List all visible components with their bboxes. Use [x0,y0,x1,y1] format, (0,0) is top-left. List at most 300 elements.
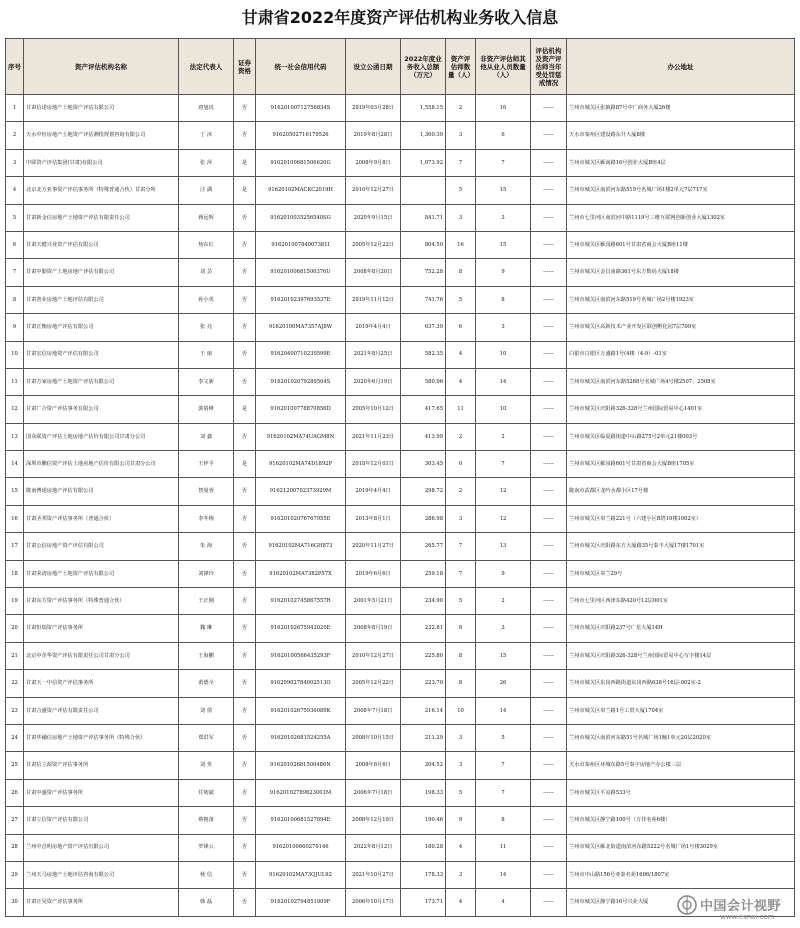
cell-sec: 否 [234,533,256,560]
cell-seq: 3 [6,149,24,176]
cell-date: 2006年10月17日 [346,889,401,916]
cell-staff: 7 [476,451,531,478]
cell-penalty: ------ [531,177,567,204]
cell-name: 甘肃华融信房地产土地资产评估事务所（特殊合伙） [24,724,179,751]
watermark-text: 中国会计视野 [700,899,782,914]
cell-address: 兰州市城关区庆阳路东方大厦路35号泰丰大厦17楼1701室 [567,533,795,560]
cell-penalty: ------ [531,533,567,560]
cell-penalty: ------ [531,286,567,313]
cell-legal: 王梓平 [179,451,234,478]
cell-address: 天水市秦州区建设路东升大厦8楼 [567,122,795,149]
cell-appraisers: 3 [446,724,476,751]
cell-income: 1,558.15 [401,95,446,122]
header-address: 办公地址 [567,39,795,95]
cell-seq: 9 [6,314,24,341]
cell-code: 91620100MA7357AJ8W [256,314,346,341]
cell-code: 91620100566435293F [256,642,346,669]
table-row [6,724,795,751]
cell-address: 兰州市城关区雁园路601号甘肃省商会大厦B座1705室 [567,451,795,478]
cell-staff: 5 [476,724,531,751]
cell-penalty: ------ [531,122,567,149]
cell-name: 兰州中昌明房地产资产评估有限公司 [24,834,179,861]
cell-penalty: ------ [531,396,567,423]
cell-address: 兰州市城关区庆阳路326-328号兰州国际贸易中心写字楼14层 [567,642,795,669]
cell-address: 兰州市城关区静宁路16号兴业大厦 [567,889,795,916]
cell-code: 91620102745867557R [256,588,346,615]
cell-date: 2019年03月28日 [346,95,401,122]
cell-staff: 9 [476,259,531,286]
cell-address: 兰州市城关区雁北街道南滨河东路5222号名城广场1号楼3029室 [567,834,795,861]
cell-seq: 22 [6,670,24,697]
cell-address: 兰州市城关区东岗西路街道东岗西路638号16层-002室-2 [567,670,795,697]
cell-penalty: ------ [531,588,567,615]
cell-seq: 23 [6,697,24,724]
cell-income: 303.45 [401,451,446,478]
cell-income: 234.90 [401,588,446,615]
cell-date: 2001年5月21日 [346,588,401,615]
cell-seq: 24 [6,724,24,751]
cell-appraisers: 8 [446,670,476,697]
cell-penalty: ------ [531,889,567,916]
cell-staff: 14 [476,368,531,395]
table-row [6,752,795,779]
cell-date: 2019年6月6日 [346,560,401,587]
cell-seq: 19 [6,588,24,615]
cell-appraisers: 2 [446,95,476,122]
cell-code: 91620100681527894E [256,807,346,834]
cell-staff: 3 [476,314,531,341]
cell-appraisers: 5 [446,177,476,204]
cell-address: 陇南市武都区龙吟水都小区17号楼 [567,478,795,505]
cell-address: 兰州市城关区庆阳路237号广星大厦14H [567,615,795,642]
cell-seq: 6 [6,231,24,258]
cell-income: 804.50 [401,231,446,258]
cell-income: 582.35 [401,341,446,368]
cell-income: 637.39 [401,314,446,341]
table-row [6,286,795,313]
cell-penalty: ------ [531,615,567,642]
cell-penalty: ------ [531,505,567,532]
header-penalty: 评估机构及资产评估师当年受处罚惩戒情况 [531,39,567,95]
watermark-url: www.esnai.com [720,913,775,921]
cell-sec: 否 [234,889,256,916]
cell-address: 天水市秦州区环城东路5号秦宇房地产办公楼三层 [567,752,795,779]
cell-address: 兰州市中山路156号亚泰名苑1606/1807室 [567,861,795,888]
cell-appraisers: 8 [446,615,476,642]
cell-date: 2010年12月27日 [346,642,401,669]
cell-appraisers: 2 [446,478,476,505]
cell-appraisers: 3 [446,505,476,532]
cell-code: 91620100784007381I [256,231,346,258]
cell-code: 91620102MACKC2019H [256,177,346,204]
cell-name: 北京北方亚事资产评估事务所（特殊普通合伙）甘肃分所 [24,177,179,204]
cell-sec: 否 [234,724,256,751]
cell-income: 216.14 [401,697,446,724]
cell-sec: 否 [234,423,256,450]
table-row [6,368,795,395]
cell-address: 兰州市七里河区西津东路420号12层001室 [567,588,795,615]
table-row [6,177,795,204]
cell-penalty: ------ [531,95,567,122]
cell-staff: 16 [476,95,531,122]
table-row [6,231,795,258]
cell-sec: 否 [234,642,256,669]
cell-staff: 8 [476,286,531,313]
cell-appraisers: 8 [446,259,476,286]
cell-appraisers: 0 [446,451,476,478]
cell-staff: 3 [476,204,531,231]
cell-staff: 12 [476,505,531,532]
cell-seq: 21 [6,642,24,669]
cell-penalty: ------ [531,478,567,505]
cell-income: 225.80 [401,642,446,669]
cell-sec: 否 [234,478,256,505]
cell-penalty: ------ [531,560,567,587]
cell-sec: 否 [234,286,256,313]
cell-seq: 10 [6,341,24,368]
cell-penalty: ------ [531,779,567,806]
cell-address: 兰州市城关区南滨河东路519号名城广场2号楼1923室 [567,286,795,313]
table-header-row [6,39,795,95]
cell-sec: 否 [234,341,256,368]
cell-code: 91620102397693537E [256,286,346,313]
institution-table [5,38,795,917]
header-date: 设立公函日期 [346,39,401,95]
cell-code: 91620102MA74UAGM8N [256,423,346,450]
cell-code: 91620100681506620G [256,149,346,176]
cell-name: 甘肃正昊资产评估事务所 [24,889,179,916]
cell-seq: 26 [6,779,24,806]
cell-income: 223.70 [401,670,446,697]
cell-seq: 12 [6,396,24,423]
cell-name: 甘肃正衡房地产评估有限公司 [24,314,179,341]
cell-date: 2005年12月22日 [346,670,401,697]
cell-sec: 否 [234,752,256,779]
cell-name: 甘肃善业房地产土地评估有限公司 [24,286,179,313]
table-row [6,560,795,587]
cell-staff: 26 [476,670,531,697]
cell-address: 兰州市城关区皋兰路221号（六建小区B塔10楼1002室） [567,505,795,532]
cell-date: 2021年10月27日 [346,861,401,888]
cell-sec: 否 [234,95,256,122]
table-row [6,259,795,286]
cell-address: 兰州市城关区临夏路街道中山路275号2单元21楼003号 [567,423,795,450]
cell-legal: 刘 芸 [179,259,234,286]
cell-date: 2008年8月20日 [346,259,401,286]
cell-legal: 韩 磊 [179,889,234,916]
cell-legal: 汪 湖 [179,177,234,204]
table-row [6,615,795,642]
cell-code: 91620102MA7382P57X [256,560,346,587]
cell-sec: 否 [234,231,256,258]
cell-income: 286.98 [401,505,446,532]
cell-legal: 杨 信 [179,861,234,888]
cell-date: 2008年8月19日 [346,615,401,642]
cell-staff: 13 [476,533,531,560]
cell-name: 天水中恒房地产土地资产评估测绘规划咨询有限公司 [24,122,179,149]
cell-legal: 刘 英 [179,752,234,779]
cell-penalty: ------ [531,423,567,450]
cell-address: 兰州市城关区皋兰路1号工贸大厦1704室 [567,697,795,724]
cell-seq: 11 [6,368,24,395]
cell-sec: 否 [234,505,256,532]
cell-date: 2019年11月12日 [346,286,401,313]
cell-address: 兰州市七里河区南滨河中路1119号三维互联网创新创业大厦1302室 [567,204,795,231]
table-row [6,834,795,861]
cell-penalty: ------ [531,670,567,697]
header-staff: 非资产评估师其他从业人员数量（人） [476,39,531,95]
header-name: 资产评估机构名称 [24,39,179,95]
table-row [6,95,795,122]
cell-staff: 14 [476,697,531,724]
cell-legal: 王正刚 [179,588,234,615]
cell-date: 2021年8月25日 [346,341,401,368]
cell-appraisers: 7 [446,533,476,560]
cell-name: 甘肃荣清房地产土地资产评估有限公司 [24,560,179,587]
cell-name: 北京中企华资产评估有限责任公司甘肃分公司 [24,642,179,669]
cell-legal: 智曼蓉 [179,478,234,505]
cell-name: 甘肃合盛资产评估有限责任公司 [24,697,179,724]
cell-name: 甘肃宏信房地资产评估有限公司 [24,341,179,368]
cell-appraisers: 10 [446,697,476,724]
cell-income: 1,073.92 [401,149,446,176]
cell-staff: 10 [476,341,531,368]
cell-staff: 9 [476,560,531,587]
cell-name: 甘肃信立源资产评估事务所 [24,752,179,779]
cell-code: 91620102675942020E [256,615,346,642]
cell-code: 91621200702373929M [256,478,346,505]
table-row [6,451,795,478]
cell-date: 2005年12月22日 [346,231,401,258]
cell-penalty: ------ [531,451,567,478]
table-row [6,423,795,450]
cell-income: 298.72 [401,478,446,505]
cell-legal: 魏 琳 [179,615,234,642]
cell-code: 91620100712756834S [256,95,346,122]
table-row [6,122,795,149]
cell-legal: 罗锋云 [179,834,234,861]
cell-name: 甘肃恒瑞资产评估事务所 [24,615,179,642]
cell-income: 580.96 [401,368,446,395]
cell-date: 2021年11月23日 [346,423,401,450]
cell-seq: 27 [6,807,24,834]
cell-seq: 13 [6,423,24,450]
cell-date: 2010年12月27日 [346,177,401,204]
cell-address: 兰州市城关区雁园路601号甘肃省商会大厦B座11楼 [567,231,795,258]
header-code: 统一社会信用代码 [256,39,346,95]
cell-date: 2008年8月6日 [346,752,401,779]
cell-date: 2006年7月18日 [346,779,401,806]
cell-seq: 5 [6,204,24,231]
cell-code: 91620102681500486N [256,752,346,779]
cell-date: 2008年9月8日 [346,149,401,176]
cell-staff: 15 [476,177,531,204]
cell-name: 甘肃立信资产评估有限公司 [24,807,179,834]
cell-penalty: ------ [531,642,567,669]
table-row [6,478,795,505]
cell-legal: 任韧斌 [179,779,234,806]
cell-date: 2020年6月19日 [346,368,401,395]
cell-income: 173.71 [401,889,446,916]
cell-code: 91620102794851009F [256,889,346,916]
cell-staff: 4 [476,889,531,916]
cell-code: 91620102MA74D1892P [256,451,346,478]
cell-name: 陇南博通房地产评估有限公司 [24,478,179,505]
cell-code: 91620400710230599E [256,341,346,368]
cell-sec: 否 [234,122,256,149]
cell-address: 兰州市城关区庆阳路326-328号兰州国际贸易中心1401室 [567,396,795,423]
cell-legal: 张 亮 [179,314,234,341]
cell-sec: 是 [234,451,256,478]
table-row [6,149,795,176]
cell-code: 91620902784002513O [256,670,346,697]
cell-address: 兰州市城关区张掖路87号中广商务大厦26楼 [567,95,795,122]
table-row [6,505,795,532]
cell-staff: 15 [476,231,531,258]
cell-staff: 14 [476,861,531,888]
cell-sec: 是 [234,396,256,423]
cell-sec: 否 [234,861,256,888]
cell-staff: 8 [476,807,531,834]
table-row [6,697,795,724]
cell-seq: 1 [6,95,24,122]
cell-legal: 唐旭玑 [179,95,234,122]
cell-appraisers: 9 [446,807,476,834]
cell-date: 2019年4月4日 [346,478,401,505]
cell-code: 91620102MA716GH873 [256,533,346,560]
cell-date: 2008年10月15日 [346,724,401,751]
cell-legal: 蔡朝备 [179,807,234,834]
table-row [6,807,795,834]
cell-legal: 丁 沐 [179,122,234,149]
cell-address: 兰州市城关区雁南路16号创业大厦B座4层 [567,149,795,176]
cell-name: 甘肃信诺房地产土地资产评估有限公司 [24,95,179,122]
cell-legal: 王海鹏 [179,642,234,669]
table-row [6,588,795,615]
cell-sec: 是 [234,149,256,176]
cell-staff: 7 [476,779,531,806]
cell-penalty: ------ [531,368,567,395]
cell-seq: 14 [6,451,24,478]
cell-income: 211.29 [401,724,446,751]
cell-date: 2005年10月12日 [346,396,401,423]
cell-appraisers: 3 [446,122,476,149]
cell-income: 841.71 [401,204,446,231]
table-row [6,779,795,806]
cell-penalty: ------ [531,341,567,368]
table-row [6,533,795,560]
cell-address: 兰州市城关区金昌南路361号东方数码大厦18楼 [567,259,795,286]
cell-penalty: ------ [531,259,567,286]
cell-sec: 否 [234,368,256,395]
cell-seq: 15 [6,478,24,505]
cell-staff: 11 [476,834,531,861]
cell-date: 2013年8月1日 [346,505,401,532]
cell-address: 兰州市城关区南滨河东路519号名城广场1楼2单元7层717室 [567,177,795,204]
cell-staff: 2 [476,588,531,615]
cell-code: 91620100660270146 [256,834,346,861]
cell-staff: 10 [476,396,531,423]
cell-date: 2018年12月01日 [346,451,401,478]
cell-legal: 王 丽 [179,341,234,368]
cell-code: 91620102076767955E [256,505,346,532]
cell-sec: 否 [234,314,256,341]
header-sec: 证券资格 [234,39,256,95]
cell-legal: 李文新 [179,368,234,395]
cell-name: 甘肃中勤资产土地房地产评估有限公司 [24,259,179,286]
cell-appraisers: 8 [446,642,476,669]
cell-appraisers: 3 [446,861,476,888]
cell-code: 91620102681524255A [256,724,346,751]
cell-staff: 6 [476,122,531,149]
cell-penalty: ------ [531,724,567,751]
header-appraisers: 资产评估师数量（人） [446,39,476,95]
cell-appraisers: 5 [446,588,476,615]
cell-code: 91620102MA73QJUL92 [256,861,346,888]
cell-seq: 25 [6,752,24,779]
cell-legal: 刘 鑫 [179,423,234,450]
cell-code: 9162010035256540SG [256,204,346,231]
cell-appraisers: 4 [446,368,476,395]
cell-sec: 是 [234,177,256,204]
cell-appraisers: 4 [446,889,476,916]
table-row [6,314,795,341]
cell-address: 兰州市城关区皋兰29号 [567,560,795,587]
cell-seq: 28 [6,834,24,861]
cell-legal: 黄德全 [179,670,234,697]
cell-date: 2020年9月15日 [346,204,401,231]
cell-address: 兰州市城关区高新技术产业开发区联创孵化园7层709室 [567,314,795,341]
cell-income: 178.33 [401,861,446,888]
table-row [6,861,795,888]
cell-income: 752.28 [401,259,446,286]
cell-name: 兰州天马房地产土地评估咨询有限公司 [24,861,179,888]
cell-name: 甘肃天健兴业资产评估有限公司 [24,231,179,258]
cell-penalty: ------ [531,861,567,888]
cell-sec: 否 [234,779,256,806]
cell-appraisers: 11 [446,396,476,423]
cell-income: 259.18 [401,560,446,587]
cell-seq: 29 [6,861,24,888]
cell-legal: 刘锋玲 [179,560,234,587]
page-title: 甘肃省2022年度资产评估机构业务收入信息 [241,8,559,27]
cell-name: 国众联资产评估土地房地产估价有限公司甘肃分公司 [24,423,179,450]
cell-appraisers: 3 [446,752,476,779]
cell-appraisers: 16 [446,231,476,258]
cell-name: 中联资产评估集团(甘肃)有限公司 [24,149,179,176]
cell-code: 91620102789623001M [256,779,346,806]
cell-address: 兰州市城关区南滨河东路51号名城广场1幢1单元20层2020室 [567,724,795,751]
header-income: 2022年度业务收入总额（万元） [401,39,446,95]
cell-staff: 2 [476,423,531,450]
cell-penalty: ------ [531,752,567,779]
cell-legal: 朱 海 [179,533,234,560]
cell-sec: 否 [234,807,256,834]
cell-legal: 蒋远辉 [179,204,234,231]
table-row [6,670,795,697]
table-row [6,341,795,368]
cell-staff: 3 [476,615,531,642]
cell-seq: 7 [6,259,24,286]
cell-income [401,177,446,204]
cell-income: 265.77 [401,533,446,560]
cell-legal: 焦东红 [179,231,234,258]
cell-code: 91620102079289504S [256,368,346,395]
cell-date: 2019年8月28日 [346,122,401,149]
cell-income: 180.28 [401,834,446,861]
cell-name: 甘肃天一中信资产评估事务所 [24,670,179,697]
cell-legal: 郭倩峰 [179,396,234,423]
